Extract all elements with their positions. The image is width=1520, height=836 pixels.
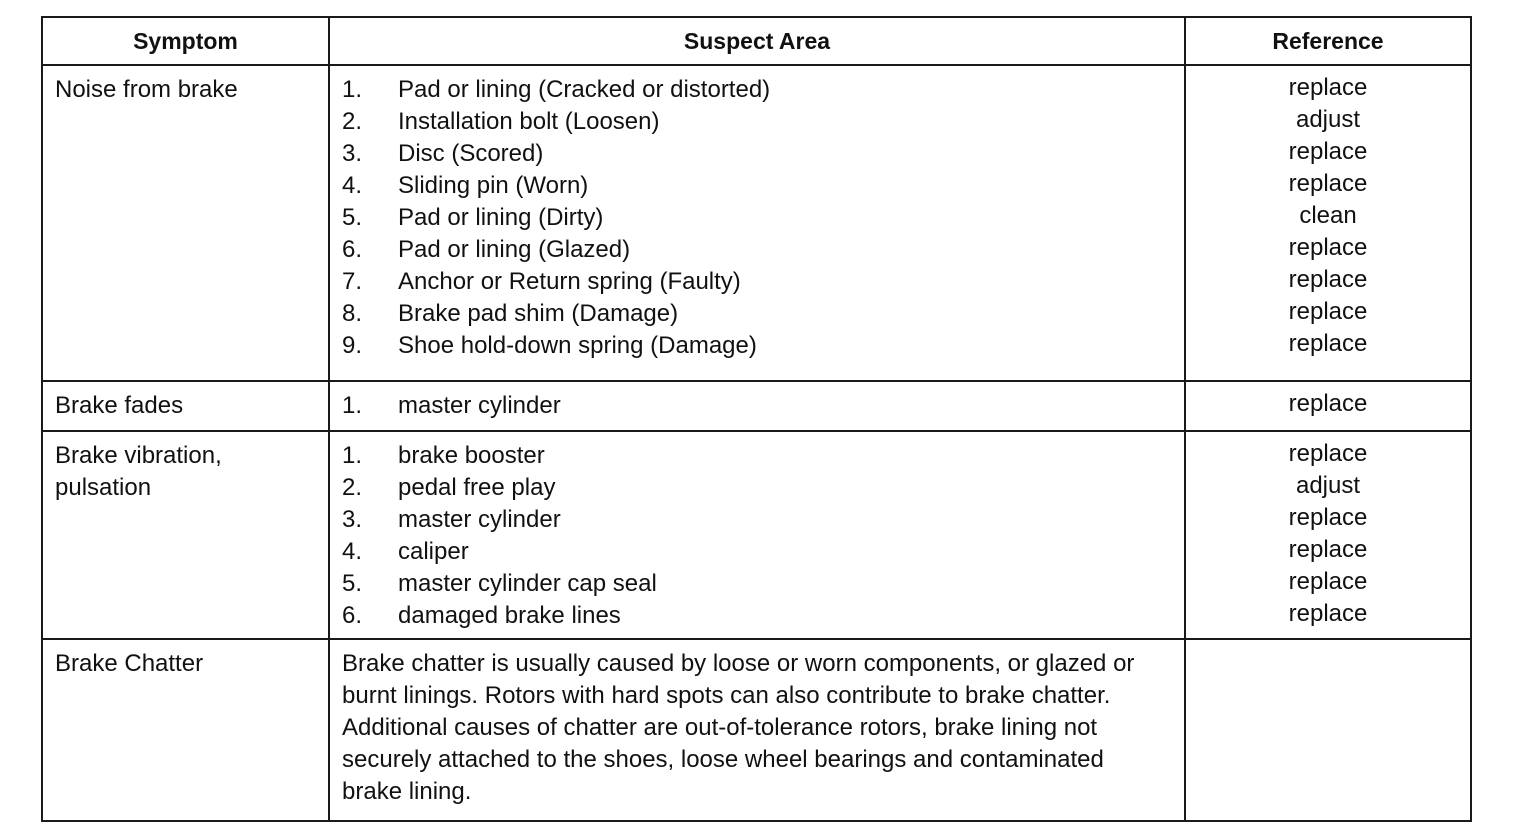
item-number: 6. — [342, 602, 363, 629]
suspect-list — [342, 440, 1174, 632]
reference-value: replace — [1288, 298, 1368, 325]
list-item — [342, 266, 1174, 298]
symptom-label: Noise from brake — [55, 76, 238, 103]
symptom-label: Brake fades — [55, 392, 184, 419]
item-text: Disc (Scored) — [398, 140, 544, 167]
reference-value: replace — [1288, 74, 1368, 101]
reference-cell — [1185, 431, 1471, 639]
reference-list — [1186, 388, 1470, 420]
item-number: 1. — [342, 76, 363, 103]
reference-value: replace — [1288, 390, 1368, 417]
item-text: Sliding pin (Worn) — [398, 172, 589, 199]
item-text: brake booster — [398, 442, 545, 469]
item-number: 6. — [342, 236, 363, 263]
suspect-list — [342, 390, 1174, 422]
item-text: master cylinder — [398, 392, 561, 419]
suspect-area-cell — [329, 65, 1185, 381]
suspect-area-cell — [329, 639, 1185, 821]
item-number: 3. — [342, 140, 363, 167]
reference-list — [1186, 438, 1470, 630]
reference-value: adjust — [1295, 106, 1361, 133]
brake-diagnosis-table — [41, 16, 1472, 822]
list-item — [342, 202, 1174, 234]
table-row — [42, 639, 1471, 821]
symptom-cell — [42, 639, 329, 821]
symptom-label-line2: pulsation — [55, 474, 152, 501]
item-text: Pad or lining (Dirty) — [398, 204, 604, 231]
reference-value: replace — [1288, 170, 1368, 197]
list-item — [342, 536, 1174, 568]
table-row — [42, 65, 1471, 381]
header-reference: Reference — [1185, 17, 1471, 65]
reference-cell — [1185, 639, 1471, 821]
item-text: Anchor or Return spring (Faulty) — [398, 268, 741, 295]
item-number: 7. — [342, 268, 363, 295]
reference-value: replace — [1288, 330, 1368, 357]
list-item — [342, 298, 1174, 330]
reference-value: replace — [1288, 504, 1368, 531]
item-text: pedal free play — [398, 474, 556, 501]
item-number: 8. — [342, 300, 363, 327]
suspect-area-cell — [329, 381, 1185, 431]
item-number: 2. — [342, 474, 363, 501]
reference-value: clean — [1299, 202, 1357, 229]
table-row — [42, 431, 1471, 639]
list-item — [342, 138, 1174, 170]
reference-cell — [1185, 381, 1471, 431]
item-text: caliper — [398, 538, 469, 565]
reference-value: replace — [1288, 536, 1368, 563]
list-item — [342, 170, 1174, 202]
list-item — [342, 440, 1174, 472]
header-suspect-area: Suspect Area — [329, 17, 1185, 65]
list-item — [342, 390, 1174, 422]
item-text: Shoe hold-down spring (Damage) — [398, 332, 757, 359]
symptom-label-line1: Brake vibration, — [55, 442, 222, 469]
reference-value: adjust — [1295, 472, 1361, 499]
list-item — [342, 106, 1174, 138]
suspect-area-cell — [329, 431, 1185, 639]
item-number: 2. — [342, 108, 363, 135]
header-row — [42, 17, 1471, 65]
list-item — [342, 504, 1174, 536]
list-item — [342, 600, 1174, 632]
list-item — [342, 74, 1174, 106]
item-text: master cylinder — [398, 506, 561, 533]
reference-value: replace — [1288, 138, 1368, 165]
reference-value: replace — [1288, 440, 1368, 467]
list-item — [342, 234, 1174, 266]
item-text: Pad or lining (Cracked or distorted) — [398, 76, 771, 103]
item-text: Pad or lining (Glazed) — [398, 236, 631, 263]
header-symptom: Symptom — [42, 17, 329, 65]
item-text: Installation bolt (Loosen) — [398, 108, 660, 135]
item-number: 3. — [342, 506, 363, 533]
list-item — [342, 330, 1174, 362]
symptom-cell — [42, 431, 329, 639]
item-number: 1. — [342, 442, 363, 469]
suspect-list — [342, 74, 1174, 362]
reference-value: replace — [1288, 568, 1368, 595]
reference-value: replace — [1288, 234, 1368, 261]
reference-value: replace — [1288, 600, 1368, 627]
reference-list — [1186, 72, 1470, 360]
item-number: 5. — [342, 204, 363, 231]
symptom-cell — [42, 65, 329, 381]
item-text: Brake pad shim (Damage) — [398, 300, 679, 327]
reference-value: replace — [1288, 266, 1368, 293]
item-number: 5. — [342, 570, 363, 597]
chatter-description: Brake chatter is usually caused by loose or worn components, or glazed or burnt linings. Rotors with hard spots can also contribute to brake chatter. Additional causes of chatter are out-of-tolerance rotors, brake lining not securely attached to the shoes, loose wheel bearings and contaminated brake lining. — [342, 650, 1135, 805]
item-number: 9. — [342, 332, 363, 359]
item-number: 4. — [342, 538, 363, 565]
item-text: damaged brake lines — [398, 602, 621, 629]
item-number: 4. — [342, 172, 363, 199]
symptom-label: Brake Chatter — [55, 650, 204, 677]
list-item — [342, 472, 1174, 504]
reference-cell — [1185, 65, 1471, 381]
symptom-cell — [42, 381, 329, 431]
table-row — [42, 381, 1471, 431]
item-text: master cylinder cap seal — [398, 570, 657, 597]
item-number: 1. — [342, 392, 363, 419]
list-item — [342, 568, 1174, 600]
